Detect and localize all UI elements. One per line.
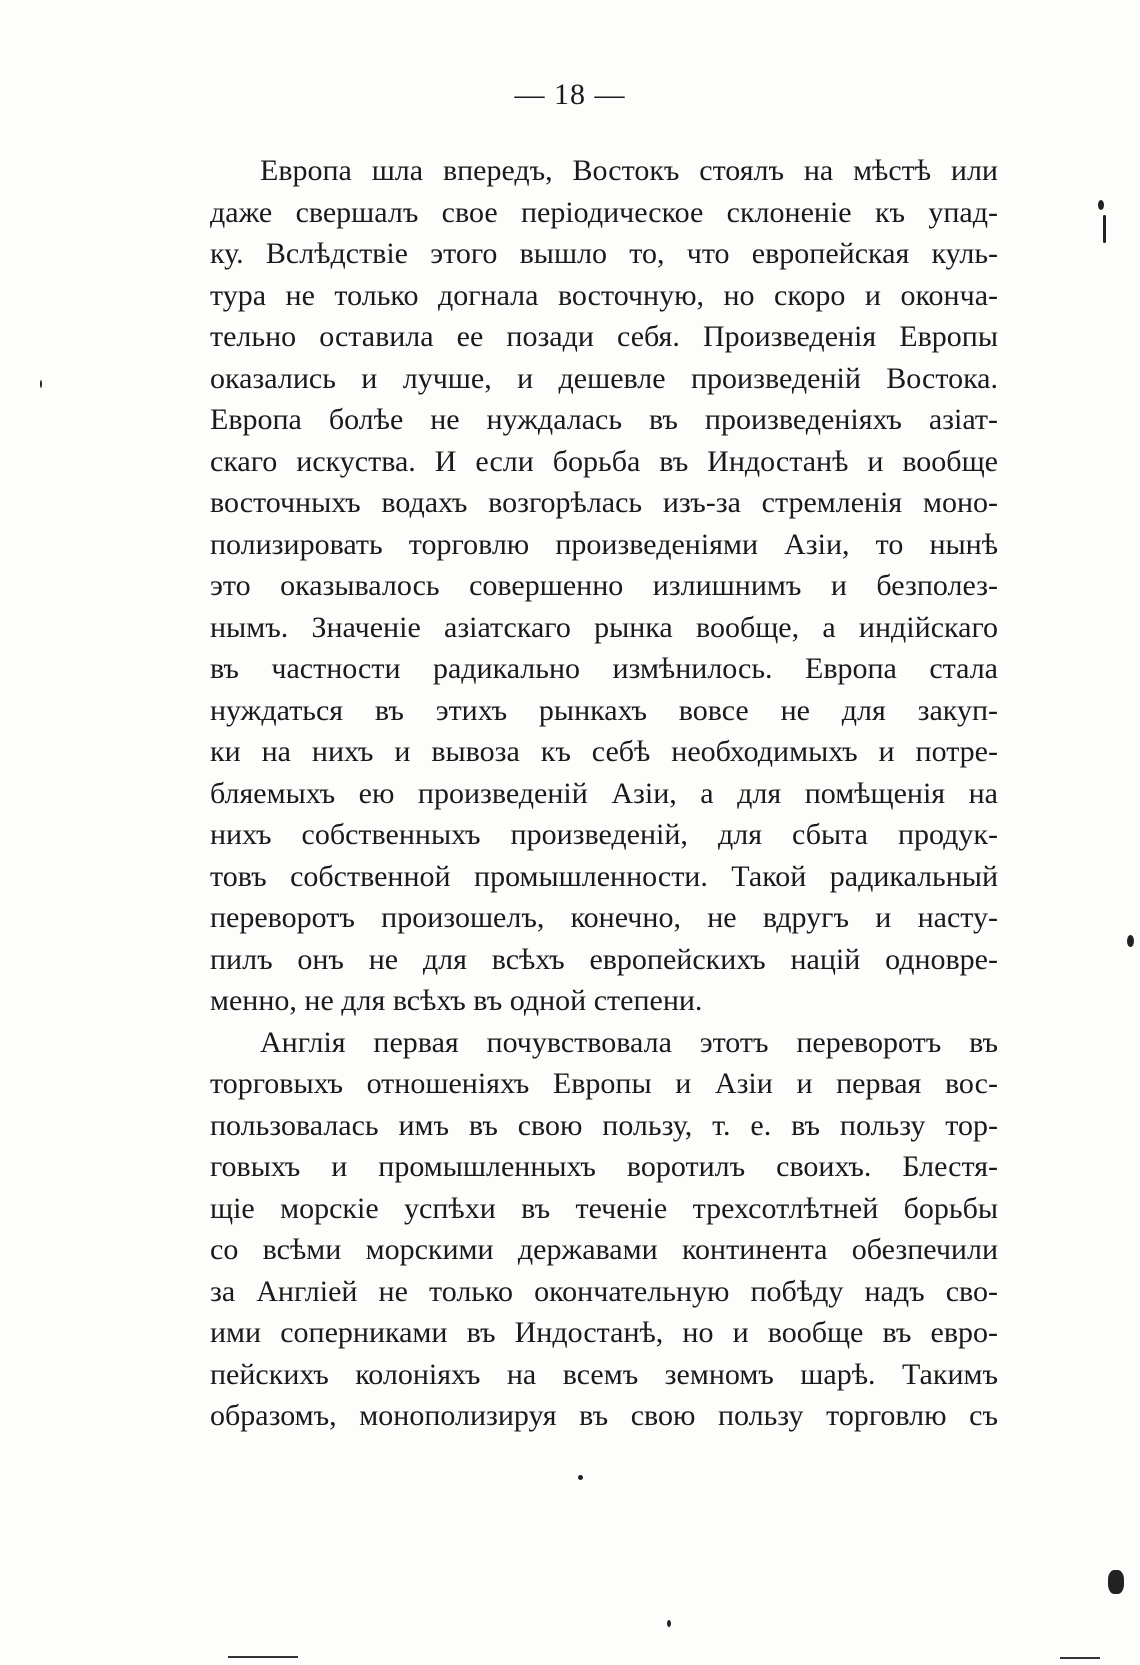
scan-speck [1127,935,1134,947]
text-line: скаго искуства. И если борьба въ Индостанѣ и вообще [210,444,998,478]
scan-edge-line [228,1656,298,1658]
text-line: Европа болѣе не нуждалась въ произведеніяхъ азіат- [210,403,998,436]
text-line: пилъ онъ не для всѣхъ европейскихъ націй одновре- [210,942,998,976]
text-line: нуждаться въ этихъ рынкахъ вовсе не для закуп- [210,693,998,727]
text-line: ки на нихъ и вывоза къ себѣ необходимыхъ и потре- [210,735,998,768]
text-line: товъ собственной промышленности. Такой радикальный [210,859,998,893]
text-line: тура не только догнала восточную, но скоро и оконча- [210,278,998,312]
scan-speck [40,380,42,388]
paragraph-1 [210,150,998,1022]
body-text [210,150,998,1437]
scan-speck [578,1475,583,1480]
text-line: тельно оставила ее позади себя. Произведенія Европы [210,320,998,353]
scan-speck [1098,200,1104,210]
paragraph-2 [210,1022,998,1437]
text-line: щіе морскіе успѣхи въ теченіе трехсотлѣтней борьбы [210,1191,998,1225]
text-line: ку. Вслѣдствіе этого вышло то, что европейская куль- [210,237,998,270]
text-line: Англія первая почувствовала этотъ переворотъ въ [260,1025,998,1059]
text-line: образомъ, монополизируя въ свою пользу торговлю съ [210,1399,998,1432]
text-line: переворотъ произошелъ, конечно, не вдругъ и насту- [210,901,998,934]
text-line: даже свершалъ свое періодическое склоненіе къ упад- [210,195,998,229]
text-line: торговыхъ отношеніяхъ Европы и Азіи и первая вос- [210,1067,998,1100]
text-line: пользовалась имъ въ свою пользу, т. е. въ пользу тор- [210,1108,998,1142]
text-line: оказались и лучше, и дешевле произведеній Востока. [210,361,998,395]
page-number: — 18 — [514,78,626,111]
scan-edge-line [1060,1657,1100,1659]
text-line: ими соперниками въ Индостанѣ, но и вообще въ евро- [210,1316,998,1349]
text-line: менно, не для всѣхъ въ одной степени. [210,984,703,1017]
text-line: восточныхъ водахъ возгорѣлась изъ-за стремленія моно- [210,486,998,519]
text-line: нихъ собственныхъ произведеній, для сбыта продук- [210,818,998,851]
text-line: пейскихъ колоніяхъ на всемъ земномъ шарѣ. Такимъ [210,1357,998,1391]
text-line: полизировать торговлю произведеніями Азіи, то нынѣ [210,527,998,561]
text-line: бляемыхъ ею произведеній Азіи, а для помѣщенія на [210,776,998,810]
text-line: это оказывалось совершенно излишнимъ и безполез- [210,569,998,602]
scan-speck [1103,215,1106,243]
text-line: за Англіей не только окончательную побѣду надъ сво- [210,1274,998,1308]
text-line: со всѣми морскими державами континента обезпечили [210,1233,998,1266]
scan-speck [1108,1570,1124,1594]
text-line: въ частности радикально измѣнилось. Европа стала [210,652,998,685]
text-line: Европа шла впередъ, Востокъ стоялъ на мѣстѣ или [260,154,998,187]
scan-speck [667,1620,671,1627]
text-line: говыхъ и промышленныхъ воротилъ своихъ. Блестя- [210,1150,998,1183]
text-line: нымъ. Значеніе азіатскаго рынка вообще, а индійскаго [210,610,998,644]
